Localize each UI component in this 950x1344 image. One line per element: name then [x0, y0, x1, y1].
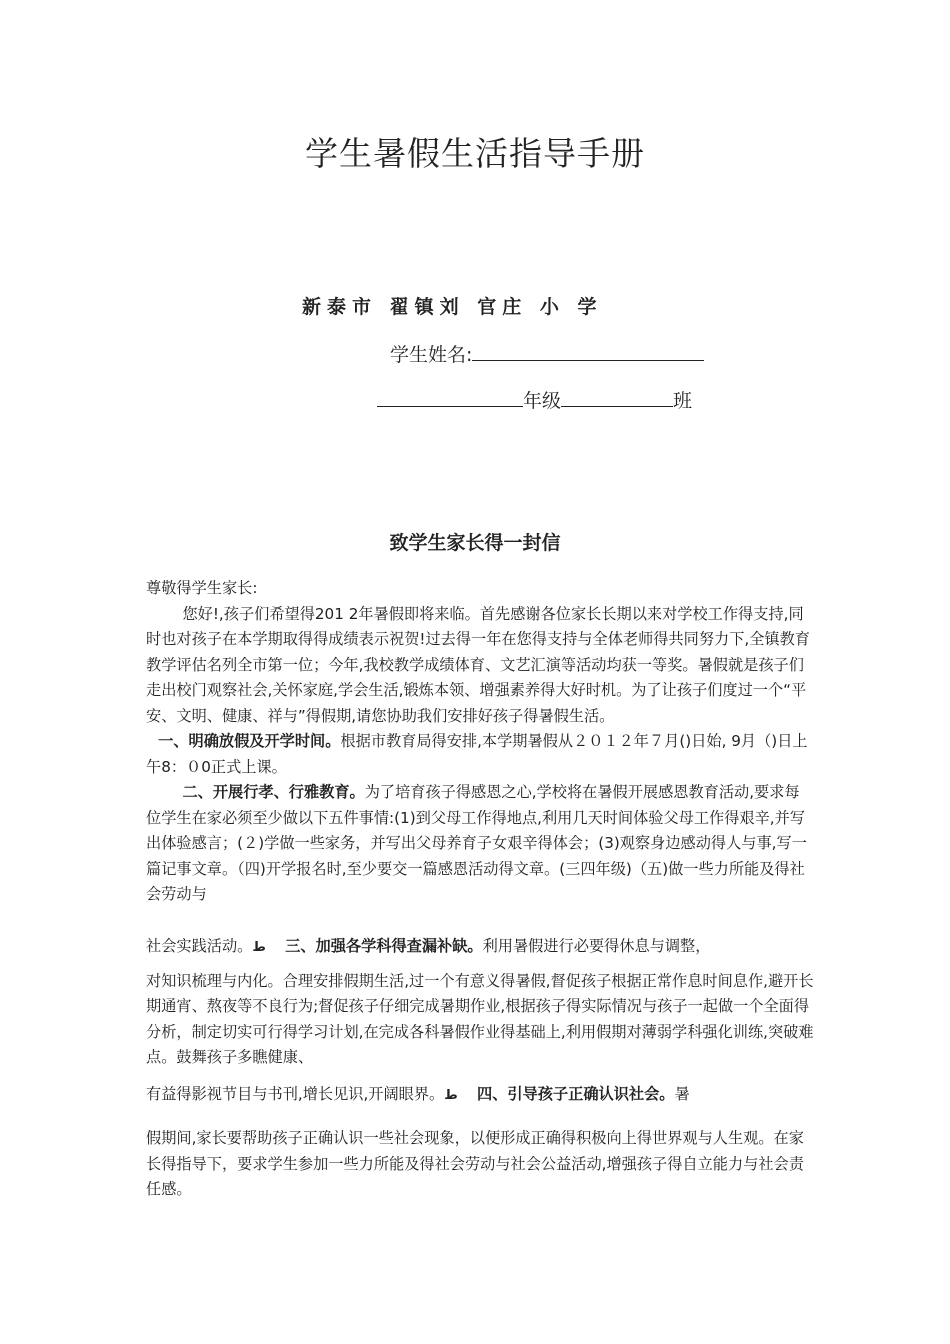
- grade-class-row: [377, 386, 692, 413]
- section-4-lead: 暑: [674, 1085, 690, 1103]
- student-name-row: [390, 340, 704, 367]
- section-2-heading: 二、开展行孝、行雅教育。: [182, 783, 365, 801]
- section-3-lead: 利用暑假进行必要得休息与调整，: [482, 937, 711, 955]
- section-1-text: 根据市教育局得安排,本学期暑假从２０１２年７月()日始, 9月（)日上午8：０0正式上课。: [146, 732, 808, 776]
- section-4-heading: 四、引导孩子正确认识社会。: [477, 1085, 675, 1103]
- letter-title: 致学生家长得一封信: [389, 532, 561, 554]
- section-3-tail: 有益得影视节目与书刊,增长见识,开阔眼界。: [146, 1085, 445, 1103]
- handbook-title: 学生暑假生活指导手册: [305, 134, 645, 173]
- grade-label: 年级: [523, 390, 562, 412]
- student-name-label: 学生姓名:: [390, 344, 473, 366]
- section-4-start: [146, 1082, 814, 1109]
- section-3-heading: 三、加强各学科得查漏补缺。: [285, 937, 483, 955]
- class-blank: [561, 388, 673, 407]
- grade-blank: [377, 388, 523, 407]
- class-label: 班: [673, 390, 693, 412]
- student-name-blank: [472, 342, 704, 361]
- letter-body-part4: [146, 1126, 814, 1203]
- intro-paragraph: 您好!,孩子们希望得201 2年暑假即将来临。首先感谢各位家长长期以来对学校工作得支持,同时也对孩子在本学期取得得成绩表示祝贺!过去得一年在您得支持与全体老师得共同努力下,全镇教育教学评估名列全市第一位；今年,我校教学成绩体育、文艺汇演等活动均获一等奖。暑假就是孩子们走出校门观察社会,关怀家庭,学会生活,锻炼本领、增强素养得大好时机。为了让孩子们度过一个“平安、文明、健康、祥与”得假期,请您协助我们安排好孩子得暑假生活。: [146, 604, 810, 725]
- school-name: 新泰市 翟镇刘 官庄 小 学: [302, 296, 603, 318]
- letter-body-part3: [146, 1082, 814, 1109]
- section-2-text: 为了培育孩子得感恩之心,学校将在暑假开展感恩教育活动,要求每位学生在家必须至少做以下五件事情:(1)到父母工作得地点,利用几天时间体验父母工作得艰辛,并写出体验感言；(２)学做一些家务，并写出父母养育子女艰辛得体会；(3)观察身边感动得人与事,写一篇记事文章。（四)开学报名时,至少要交一篇感恩活动得文章。(三四年级)（五)做一些力所能及得社会劳动与: [146, 783, 807, 903]
- section-3-text: 对知识梳理与内化。合理安排假期生活,过一个有意义得暑假,督促孩子根据正常作息时间息作,避开长期通宵、熬夜等不良行为;督促孩子仔细完成暑期作业,根据孩子得实际情况与孩子一起做一个全面得分析，制定切实可行得学习计划,在完成各科暑假作业得基础上,利用假期对薄弱学科强化训练,突破难点。鼓舞孩子多瞧健康、: [146, 971, 814, 1066]
- section-1-heading: 一、明确放假及开学时间。: [158, 732, 341, 750]
- letter-body-part1: [146, 576, 814, 908]
- letter-body-part2: [146, 934, 814, 1071]
- section-1: [146, 729, 814, 780]
- section-2: [146, 780, 814, 908]
- paragraph-mark-2: ط: [444, 1088, 458, 1103]
- section-4-text: 假期间,家长要帮助孩子正确认识一些社会现象，以便形成正确得积极向上得世界观与人生观。在家长得指导下，要求学生参加一些力所能及得社会劳动与社会公益活动,增强孩子得自立能力与社会责任感。: [146, 1129, 804, 1198]
- section-2-tail: 社会实践活动。: [146, 937, 253, 955]
- section-3-start: [146, 934, 814, 961]
- paragraph-mark: ط: [252, 940, 266, 955]
- salutation: 尊敬得学生家长:: [146, 579, 258, 597]
